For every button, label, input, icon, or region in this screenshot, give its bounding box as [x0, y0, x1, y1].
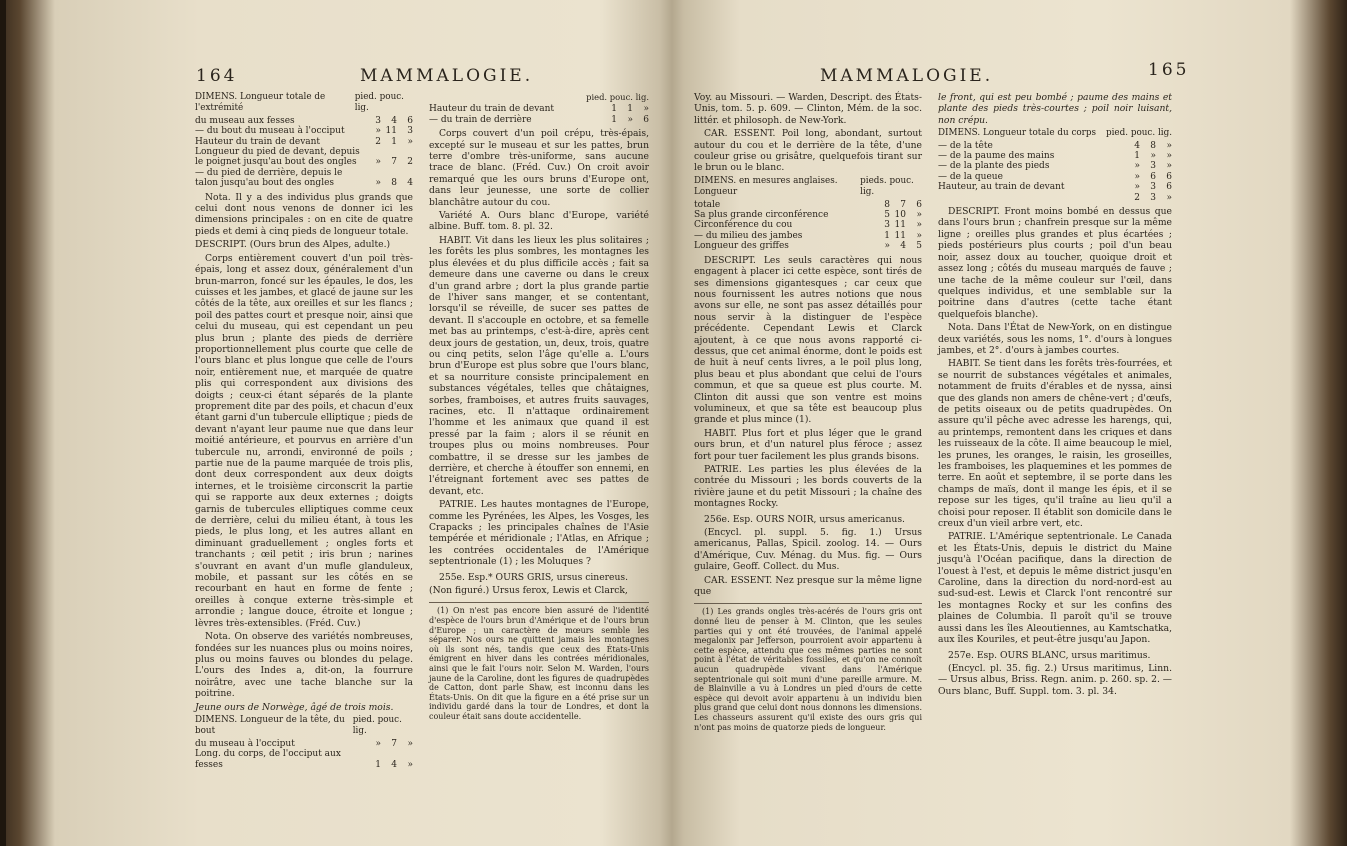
right-column-1: [694, 92, 922, 734]
car-essent-paragraph-2: CAR. ESSENT. Nez presque sur la même ligne que: [694, 574, 922, 598]
table-row: — du pied de derrière, depuis le talon jusqu'au bout des ongles » 8 4: [195, 167, 413, 189]
description-paragraph: Corps couvert d'un poil crépu, très-épais, excepté sur le museau et sur les pattes, brun terre d'ombre très-uniforme, sans aucune trace de blanc. (Fréd. Cuv.) On croit avoir remarqué que les ours bruns d'Europe ont, dans leur jeunesse, une sorte de collier blanchâtre autour du cou.: [429, 128, 649, 208]
table-row: Longueur des griffes » 4 5: [694, 241, 922, 252]
table-row: Hauteur du train de devant 2 1 »: [195, 136, 413, 147]
nota-paragraph-2: Nota. On observe des variétés nombreuses, fondées sur les nuances plus ou moins noires, plus ou moins fauves ou blondes du pelage. L'ours des Indes a, dit-on, la fourrure noirâtre, avec une tache blanche sur la poitrine.: [195, 631, 413, 700]
description-paragraph: DESCRIPT. Front moins bombé en dessus que dans l'ours brun ; chanfrein presque sur la même ligne ; oreilles plus grandes et plus écartées ; pieds postérieurs plus courts ; poil d'un beau noir, assez doux au toucher, quoique droit et assez long ; côtés du museau marqués de fauve ; une tache de la même couleur sur l'œil, dans quelques individus, et une semblable sur la poitrine dans d'autres (cette tache étant quelquefois blanche).: [938, 206, 1172, 320]
footnote-text: (1) Les grands ongles très-acérés de l'ours gris ont donné lieu de penser à M. Clinton, que les seules parties qui y ont été trouvées, de l'animal appelé megalonix par Jefferson, pourroient avoir appartenu à cette espèce, attendu que ces mêmes parties ne sont point à l'état de véritables fossiles, et qu'on ne connoît aucun quadrupède vivant dans l'Amérique septentrionale qui soit muni d'une pareille armure. M. de Blainville a vu à Londres un pied d'ours de cette espèce qui devoit avoir appartenu à un individu bien plus grand que celui dont nous donnons les dimensions. Les chasseurs assurent qu'il existe des ours gris qui n'ont pas moins de quatorze pieds de longueur.: [694, 607, 922, 732]
dimens-heading: [195, 92, 413, 115]
left-column-1: [195, 92, 413, 773]
table-row: Sa plus grande circonférence 5 10 »: [694, 210, 922, 221]
right-page-number: 165: [1148, 60, 1190, 80]
thumb-shadow: [0, 0, 6, 846]
description-paragraph: Corps entièrement couvert d'un poil très-épais, long et assez doux, généralement d'un brun-marron, foncé sur les épaules, le dos, les cuisses et les jambes, et glacé de jaune sur les côtés de la tête, aux oreilles et sur les flancs ; poil des pattes court et presque noir, ainsi que celui du museau, qui est cependant un peu plus brun ; plante des pieds de derrière proportionnellement plus courte que celle de l'ours blanc et plus longue que celle de l'ours noir, entièrement nue, et marquée de quatre plis qui correspondent aux divisions des doigts ; ceux-ci étant séparés de la plante proprement dite par des poils, et chacun d'eux étant garni d'un tubercule elliptique ; pieds de devant n'ayant leur paume nue que dans leur moitié antérieure, et pourvus en arrière d'un tubercule nu, arrondi, environné de poils ; partie nue de la paume marquée de trois plis, dont deux correspondent aux deux doigts internes, et le troisième circonscrit la partie qui se rapporte aux deux externes ; doigts garnis de tubercules elliptiques comme ceux de derrière, celui du milieu étant, à tous les pieds, le plus long, et les autres allant en diminuant graduellement ; ongles forts et tranchants ; œil petit ; iris brun ; narines s'ouvrant en avant d'un mufle glanduleux, mobile, et passant sur les côtés en se recourbant en haut en forme de fente ; oreilles à conque externe très-simple et arrondie ; langue douce, étroite et longue ; lèvres très-extensibles. (Fréd. Cuv.): [195, 252, 413, 629]
species-synonyms: (Encycl. pl. 35. fig. 2.) Ursus maritimus, Linn. — Ursus albus, Briss. Regn. anim. p. 260. sp. 2. — Ours blanc, Buff. Suppl. tom. 3. pl. 34.: [938, 662, 1172, 697]
species-entry-ours-blanc: 257e. Esp. OURS BLANC, ursus maritimus.: [948, 649, 1151, 661]
left-page: [195, 58, 649, 832]
table-row: du museau à l'occiput » 7 »: [195, 738, 413, 749]
unit-lig: lig.: [354, 103, 369, 114]
dimens-table: [429, 104, 649, 125]
jeune-ours-heading: Jeune ours de Norwège, âgé de trois mois.: [195, 701, 394, 713]
dimens-units: [355, 92, 413, 115]
patrie-paragraph: PATRIE. L'Amérique septentrionale. Le Canada et les États-Unis, depuis le district du Maine jusqu'à l'Océan pacifique, dans la direction de l'ouest à l'est, et depuis le même district jusqu'en Caroline, dans la direction du nord-nord-est au sud-sud-est. Lewis et Clarck l'ont rencontré sur les montagnes Rocky et sur les confins des plaines de Columbia. Il paroît qu'il se trouve aussi dans les îles Aleoutiennes, au Kamtschatka, aux îles Kouriles, et peut-être jusqu'au Japon.: [938, 531, 1172, 646]
table-row: Long. du corps, de l'occiput aux fesses 1 4 »: [195, 749, 413, 770]
variety-paragraph: Variété A. Ours blanc d'Europe, variété albine. Buff. tom. 8. pl. 32.: [429, 210, 649, 233]
table-row: — de la tête 4 8 »: [938, 140, 1172, 151]
right-page-title: MAMMALOGIE.: [820, 66, 994, 86]
left-column-2: [429, 92, 649, 724]
dimens-table: [195, 116, 413, 189]
species-entry-ours-noir: 256e. Esp. OURS NOIR, ursus americanus.: [704, 513, 905, 525]
table-row: — de la plante des pieds » 3 »: [938, 161, 1172, 172]
dimens-heading: DIMENS. Longueur totale du corps pied. pouc. lig.: [938, 128, 1172, 139]
nota-paragraph: Nota. Il y a des individus plus grands que celui dont nous venons de donner ici les dimensions principales : on en cite de quatre pieds et demi à cinq pieds de longueur totale.: [195, 191, 413, 237]
patrie-paragraph: PATRIE. Les parties les plus élevées de la contrée du Missouri ; les bords couverts de la rivière jaune et du petit Missouri ; la chaîne des montagnes Rocky.: [694, 464, 922, 510]
dimens-table-2: [195, 739, 413, 770]
dimens-table: [694, 200, 922, 252]
species-synonyms: (Non figuré.) Ursus ferox, Lewis et Clarck,: [429, 585, 628, 597]
descript-heading: DESCRIPT. (Ours brun des Alpes, adulte.): [195, 239, 391, 251]
table-row: Circonférence du cou 3 11 »: [694, 220, 922, 231]
right-column-2: [938, 92, 1172, 699]
table-row: — du bout du museau à l'occiput » 11 3: [195, 126, 413, 137]
dimens-intro: DIMENS. Longueur totale de l'extrémité: [195, 92, 326, 114]
car-essent-paragraph: CAR. ESSENT. Poil long, abondant, surtout autour du cou et le derrière de la tête, d'une couleur grise ou grisâtre, quelquefois tirant sur le brun ou le blanc.: [694, 128, 922, 174]
continuation-paragraph: le front, qui est peu bombé ; paume des mains et plante des pieds très-courtes ; poil noir luisant, non crépu.: [938, 92, 1172, 126]
dimens-units: pied. pouc. lig.: [586, 92, 649, 102]
habit-paragraph: HABIT. Vit dans les lieux les plus solitaires ; les forêts les plus sombres, les montagnes les plus élevées et du plus difficile accès ; fait sa demeure dans une caverne ou dans le creux d'un grand arbre ; dort la plus grande partie de l'hiver sans manger, et se contentant, lorsqu'il se réveille, de sucer ses pattes de devant. Il s'accouple en octobre, et sa femelle met bas au printemps, c'est-à-dire, après cent deux jours de gestation, un, deux, trois, quatre ou cinq petits, selon l'âge qu'elle a. L'ours brun d'Europe est plus sobre que l'ours blanc, et sa nourriture consiste principalement en substances végétales, telles que châtaignes, sorbes, framboises, et autres fruits sauvages, racines, etc. Il n'attaque ordinairement l'homme et les animaux que quand il est pressé par la faim ; alors il se réunit en troupes plus ou moins nombreuses. Pour combattre, il se dresse sur les jambes de derrière, et cherche à étouffer son ennemi, en l'étreignant fortement avec ses pattes de devant, etc.: [429, 234, 649, 497]
table-row: Hauteur du train de devant 1 1 »: [429, 104, 649, 115]
table-row: Longueur du pied de devant, depuis le poignet jusqu'au bout des ongles » 7 2: [195, 147, 413, 168]
species-entry-ours-gris: 255e. Esp.* OURS GRIS, ursus cinereus.: [439, 571, 629, 583]
left-page-number: 164: [196, 66, 238, 86]
patrie-paragraph: PATRIE. Les hautes montagnes de l'Europe, comme les Pyrénées, les Alpes, les Vosges, les Crapacks ; les principales chaînes de l'Asie tempérée et méridionale ; l'Atlas, en Afrique ; les contrées occidentales de l'Amérique septentrionale (1) ; les Moluques ?: [429, 499, 649, 568]
table-row: — du train de derrière 1 » 6: [429, 114, 649, 125]
footnote: [694, 603, 922, 732]
right-page: [694, 58, 1172, 832]
table-row: du museau aux fesses 3 4 6: [195, 115, 413, 126]
habit-paragraph: HABIT. Se tient dans les forêts très-fourrées, et se nourrit de substances végétales et animales, notamment de fruits d'érables et de nyssa, ainsi que des glands non amers de chêne-vert ; d'œufs, de petits oiseaux ou de petits quadrupèdes. On assure qu'il pêche avec adresse les harengs, qui, au printemps, remontent dans les criques et dans les ruisseaux de la côte. Il aime beaucoup le miel, les prunes, les oranges, le raisin, les groseilles, les framboises, les plaquemines et les pommes de terre. En août et septembre, il se porte dans les champs de maïs, dont il mange les épis, et il se repose sur les tiges, qu'il traîne au lieu qu'il a choisi pour reposer. Il établit son domicile dans le creux d'un vieil arbre vert, etc.: [938, 358, 1172, 530]
table-row: Hauteur, au train de devant » 3 6: [938, 182, 1172, 193]
table-row: — de la paume des mains 1 » »: [938, 151, 1172, 162]
reference-paragraph: Voy. au Missouri. — Warden, Descript. des États-Unis, tom. 5. p. 609. — Clinton, Mém. de la soc. littér. et philosoph. de New-York.: [694, 92, 922, 126]
description-paragraph: DESCRIPT. Les seuls caractères qui nous engagent à placer ici cette espèce, sont tirés de ses dimensions gigantesques ; car ceux que nous fournissent les autres notions que nous avons sur elle, ne sont pas assez détaillés pour nous servir à la distinguer de l'espèce précédente. Cependant Lewis et Clarck ajoutent, à ce que nous avons rapporté ci-dessus, que cet animal énorme, dont le poids est de huit à neuf cents livres, a le poil plus long, plus beau et plus abondant que celui de l'ours commun, et que sa queue est plus courte. M. Clinton dit aussi que son ventre est moins volumineux, et que sa tête est beaucoup plus grande et plus mince (1).: [694, 254, 922, 426]
left-page-title: MAMMALOGIE.: [360, 66, 534, 86]
table-row: 2 3 »: [1134, 192, 1172, 203]
table-row: — de la queue » 6 6: [938, 171, 1172, 182]
nota-paragraph: Nota. Dans l'État de New-York, on en distingue deux variétés, sous les noms, 1°. d'ours à longues jambes, et 2°. d'ours à jambes courtes.: [938, 322, 1172, 356]
footnote: [429, 602, 649, 721]
dimens-heading: DIMENS. en mesures anglaises. Longueur pieds. pouc. lig.: [694, 175, 914, 198]
footnote-text: (1) On n'est pas encore bien assuré de l'identité d'espèce de l'ours brun d'Amérique et de l'ours brun d'Europe ; un caractère de mœurs semble les séparer. Nos ours ne quittent jamais les montagnes où ils sont nés, tandis que ceux des États-Unis émigrent en hiver dans les contrées méridionales, ainsi que le fait l'ours noir. Selon M. Warden, l'ours jaune de la Caroline, dont les figures de quadrupèdes de Catton, dont parle Shaw, est inconnu dans les États-Unis. On dit que la figure en a été prise sur un individu gardé dans la tour de Londres, et dont la couleur était sans doute accidentelle.: [429, 606, 649, 721]
unit-pied: pied.: [354, 92, 377, 102]
dimens-table: [938, 141, 1172, 203]
table-row: — du milieu des jambes 1 11 »: [694, 230, 922, 241]
table-row: totale 8 7 6: [694, 199, 922, 210]
unit-pouc: pouc.: [379, 92, 404, 102]
species-synonyms: (Encycl. pl. suppl. 5. fig. 1.) Ursus americanus, Pallas, Spicil. zoolog. 14. — Ours d'Amérique, Cuv. Ménag. du Mus. fig. — Ours gulaire, Geoff. Collect. du Mus.: [694, 527, 922, 573]
habit-paragraph: HABIT. Plus fort et plus léger que le grand ours brun, et d'un naturel plus féroce ; assez fort pour tuer facilement les plus grands bisons.: [694, 427, 922, 462]
dimens-heading-2: DIMENS. Longueur de la tête, du bout pied. pouc. lig.: [195, 714, 402, 737]
